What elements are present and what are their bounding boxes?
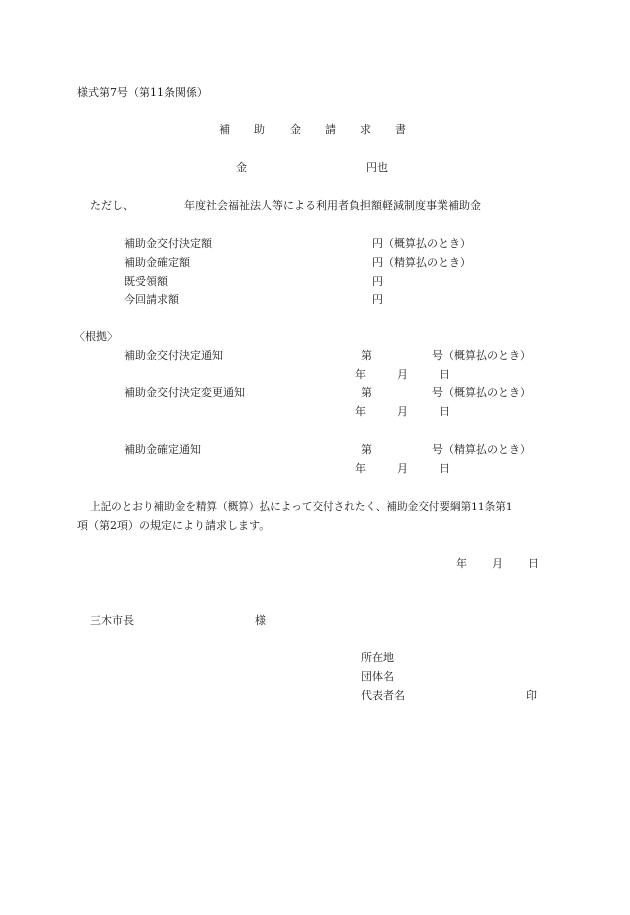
amount-row-unit: 円 [372,293,383,306]
basis-item-no-suffix: 号（概算払のとき） [432,386,531,399]
basis-item-day: 日 [439,462,450,475]
proviso-text: 年度社会福祉法人等による利用者負担額軽減制度事業補助金 [184,199,481,212]
basis-item-month: 月 [397,462,408,475]
basis-item-label: 補助金交付決定通知 [124,349,223,362]
basis-item-year: 年 [355,462,366,475]
basis-heading: 〈根拠〉 [74,330,118,343]
basis-item-label: 補助金交付決定変更通知 [124,386,245,399]
basis-item-day: 日 [439,368,450,381]
addressee-honorific: 様 [255,614,266,627]
amount-row-label: 既受領額 [124,275,168,288]
body-text-line2: 項（第2項）の規定により請求します。 [77,519,271,532]
title-char: 補 [219,123,230,136]
applicant-org-label: 団体名 [361,670,394,683]
amount-row-label: 補助金交付決定額 [124,237,212,250]
basis-item-label: 補助金確定通知 [124,443,201,456]
basis-item-no-prefix: 第 [361,349,372,362]
amount-row-label: 補助金確定額 [124,256,190,269]
addressee-name: 三木市長 [90,614,134,627]
basis-item-no-prefix: 第 [361,386,372,399]
basis-item-no-suffix: 号（精算払のとき） [432,443,531,456]
amount-row-unit: 円（精算払のとき） [372,256,471,269]
title-char: 請 [325,123,336,136]
amount-prefix: 金 [236,161,247,174]
basis-item-month: 月 [397,368,408,381]
amount-suffix: 円也 [366,161,388,174]
title-char: 助 [254,123,265,136]
seal-mark: 印 [526,689,537,702]
sign-date-month: 月 [492,557,503,570]
amount-row-label: 今回請求額 [124,293,179,306]
title-char: 求 [360,123,371,136]
basis-item-year: 年 [355,405,366,418]
sign-date-year: 年 [456,557,467,570]
form-number: 様式第7号（第11条関係） [77,86,208,99]
basis-item-month: 月 [397,405,408,418]
amount-row-unit: 円 [372,275,383,288]
amount-row-unit: 円（概算払のとき） [372,237,471,250]
sign-date-day: 日 [528,557,539,570]
basis-item-no-suffix: 号（概算払のとき） [432,349,531,362]
basis-item-day: 日 [439,405,450,418]
proviso-prefix: ただし、 [90,199,134,212]
basis-item-no-prefix: 第 [361,443,372,456]
title-char: 金 [290,123,301,136]
basis-item-year: 年 [355,368,366,381]
applicant-rep-label: 代表者名 [361,689,405,702]
body-text-line1: 上記のとおり補助金を精算（概算）払によって交付されたく、補助金交付要綱第11条第1 [90,501,513,513]
applicant-address-label: 所在地 [361,651,394,664]
title-char: 書 [395,123,406,136]
